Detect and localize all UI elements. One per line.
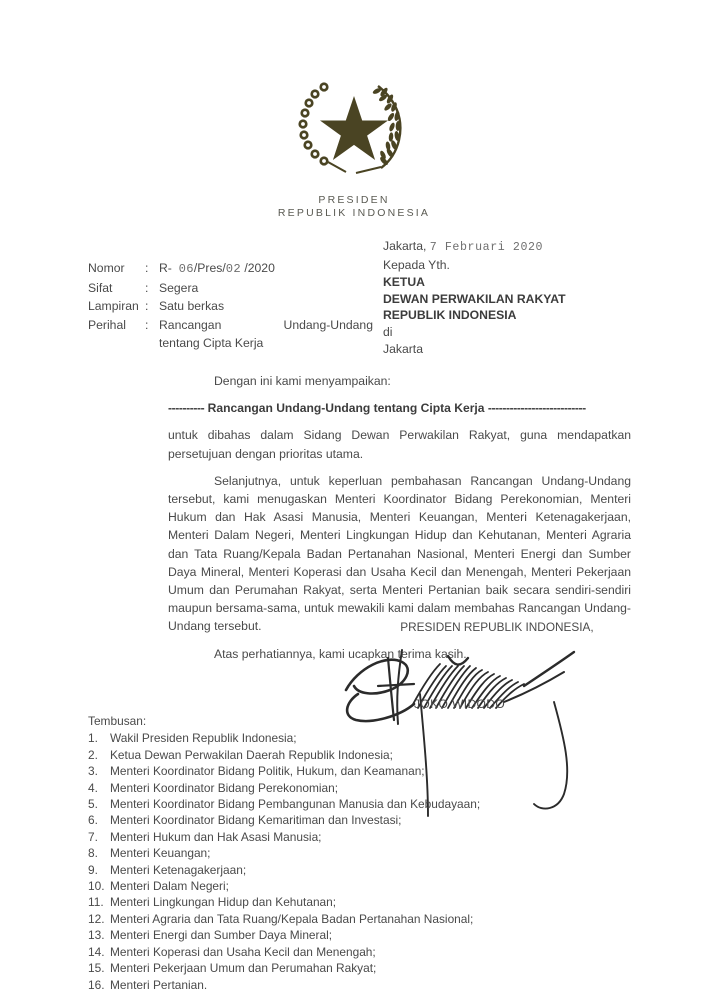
meta-value-sifat: Segera	[159, 280, 199, 295]
tembusan-item-label: Menteri Koperasi dan Usaha Kecil dan Menengah;	[110, 944, 376, 959]
meta-label-perihal: Perihal	[88, 317, 126, 332]
dashes-right: ---------------------------	[487, 401, 586, 416]
tembusan-item-number: 12.	[88, 911, 105, 926]
recipient-institution-1: DEWAN PERWAKILAN RAKYAT	[383, 291, 566, 306]
recipient-title: KETUA	[383, 275, 425, 289]
tembusan-item-number: 10.	[88, 879, 105, 894]
tembusan-item	[88, 780, 588, 796]
body-closing: Atas perhatiannya, kami ucapkan terima kasih.	[214, 646, 467, 661]
tembusan-item-label: Ketua Dewan Perwakilan Daerah Republik Indonesia;	[110, 747, 393, 762]
meta-colon-lampiran: :	[145, 299, 149, 313]
tembusan-item	[88, 796, 588, 812]
meta-label-lampiran: Lampiran	[88, 299, 139, 313]
letterhead	[0, 74, 708, 220]
tembusan-item	[88, 730, 588, 746]
nomor-fill-number: 06	[178, 262, 194, 276]
tembusan-item-number: 13.	[88, 928, 105, 943]
letterhead-line-republik: REPUBLIK INDONESIA	[277, 207, 431, 219]
tembusan-section	[88, 713, 588, 993]
recipient-place: Jakarta	[383, 342, 423, 356]
tembusan-item-label: Menteri Koordinator Bidang Politik, Hukum, dan Keamanan;	[110, 764, 425, 779]
tembusan-item-number: 1.	[88, 731, 98, 746]
meta-value-lampiran: Satu berkas	[159, 299, 225, 313]
meta-row-sifat	[88, 279, 373, 298]
dashes-left: ----------	[168, 401, 205, 416]
tembusan-item-label: Menteri Koordinator Bidang Kemaritiman dan Investasi;	[110, 813, 402, 828]
tembusan-item-number: 9.	[88, 862, 98, 877]
bill-title: Rancangan Undang-Undang tentang Cipta Kerja	[207, 401, 485, 416]
body-paragraph-2: Selanjutnya, untuk keperluan pembahasan Rancangan Undang-Undang tersebut, kami menugaskan Menteri Koordinator Bidang Perekonomian, Menteri Hukum dan Hak Asasi Manusia, Menteri Keuangan, Menteri Ketenagakerjaan, Menteri Dalam Negeri, Menteri Lingkungan Hidup dan Kehutanan, Menteri Agraria dan Tata Ruang/Kepala Badan Pertanahan Nasional, Menteri Energi dan Sumber Daya Mineral, Menteri Koperasi dan Usaha Kecil dan Menengah, Menteri Pekerjaan Umum dan Perumahan Rakyat, serta Menteri Pertanian baik secara sendiri-sendiri maupun bersama-sama, untuk mewakili kami dalam membahas Rancangan Undang-Undang tersebut.	[168, 473, 631, 634]
tembusan-item-label: Menteri Koordinator Bidang Pembangunan Manusia dan Kebudayaan;	[110, 797, 481, 812]
letterhead-line-presiden: PRESIDEN	[318, 194, 390, 206]
tembusan-item-number: 5.	[88, 797, 98, 812]
tembusan-item	[88, 812, 588, 828]
letterhead-caption	[0, 194, 708, 220]
tembusan-item-label: Menteri Pertanian.	[110, 977, 208, 992]
tembusan-item	[88, 862, 588, 878]
city-label: Jakarta,	[383, 239, 427, 253]
tembusan-item	[88, 829, 588, 845]
tembusan-item-number: 7.	[88, 829, 98, 844]
body-paragraph-1: untuk dibahas dalam Sidang Dewan Perwakilan Rakyat, guna mendapatkan persetujuan dengan prioritas utama.	[168, 428, 631, 461]
meta-colon-perihal: :	[145, 317, 149, 332]
nomor-suffix: /2020	[244, 261, 275, 275]
recipient-institution-2: REPUBLIK INDONESIA	[383, 308, 517, 322]
meta-row-nomor	[88, 259, 373, 279]
tembusan-item-label: Menteri Agraria dan Tata Ruang/Kepala Badan Pertanahan Nasional;	[110, 911, 474, 926]
tembusan-item-number: 4.	[88, 780, 98, 795]
meta-value-perihal	[159, 316, 373, 353]
tembusan-item-number: 8.	[88, 846, 98, 861]
tembusan-item	[88, 878, 588, 894]
tembusan-item-label: Menteri Hukum dan Hak Asasi Manusia;	[110, 829, 322, 844]
meta-row-perihal	[88, 316, 373, 353]
tembusan-item-label: Wakil Presiden Republik Indonesia;	[110, 731, 297, 746]
tembusan-item	[88, 944, 588, 960]
perihal-word-2: Undang-Undang	[283, 317, 373, 332]
tembusan-item	[88, 911, 588, 927]
perihal-line-2: tentang Cipta Kerja	[159, 336, 264, 350]
tembusan-item-label: Menteri Lingkungan Hidup dan Kehutanan;	[110, 895, 337, 910]
tembusan-item-label: Menteri Pekerjaan Umum dan Perumahan Rakyat;	[110, 961, 377, 976]
tembusan-item	[88, 894, 588, 910]
tembusan-item	[88, 960, 588, 976]
tembusan-item-label: Menteri Koordinator Bidang Perekonomian;	[110, 780, 339, 795]
tembusan-item-number: 6.	[88, 813, 98, 828]
tembusan-item	[88, 845, 588, 861]
signature-title: PRESIDEN REPUBLIK INDONESIA,	[400, 620, 594, 634]
tembusan-item-label: Menteri Ketenagakerjaan;	[110, 862, 247, 877]
meta-label-sifat: Sifat	[88, 280, 113, 295]
tembusan-list	[88, 730, 588, 993]
meta-colon-sifat: :	[145, 280, 149, 295]
meta-colon-nomor: :	[145, 261, 149, 275]
nomor-prefix: R-	[159, 261, 172, 275]
meta-value-nomor	[159, 259, 373, 279]
meta-label-nomor: Nomor	[88, 261, 125, 275]
perihal-word-1: Rancangan	[159, 317, 222, 332]
tembusan-item-label: Menteri Dalam Negeri;	[110, 879, 229, 894]
recipient-at: di	[383, 324, 393, 339]
tembusan-item	[88, 763, 588, 779]
tembusan-item-number: 3.	[88, 764, 98, 779]
letter-metadata	[88, 259, 373, 353]
body-intro: Dengan ini kami menyampaikan:	[214, 374, 391, 388]
indonesia-presidential-star-wreath-emblem	[298, 74, 410, 180]
tembusan-item-number: 11.	[88, 895, 104, 910]
nomor-mid: /Pres/	[193, 261, 226, 275]
attention-label: Kepada Yth.	[383, 257, 450, 272]
tembusan-item	[88, 747, 588, 763]
tembusan-item	[88, 977, 588, 993]
signature-name: JOKO WIDODO	[414, 697, 506, 711]
tembusan-item-number: 15.	[88, 961, 105, 976]
tembusan-item-number: 16.	[88, 977, 105, 992]
signature-block	[372, 620, 622, 634]
tembusan-item-label: Menteri Keuangan;	[110, 846, 211, 861]
meta-row-lampiran	[88, 297, 373, 316]
bill-title-line	[168, 399, 631, 417]
date-line	[383, 238, 653, 257]
tembusan-title: Tembusan:	[88, 714, 147, 728]
tembusan-item-number: 14.	[88, 944, 105, 959]
recipient-block	[383, 238, 653, 359]
tembusan-item-number: 2.	[88, 747, 98, 762]
tembusan-item-label: Menteri Energi dan Sumber Daya Mineral;	[110, 928, 333, 943]
tembusan-item	[88, 927, 588, 943]
nomor-fill-month: 02	[225, 262, 241, 276]
date-fill: 7 Februari 2020	[429, 241, 544, 254]
